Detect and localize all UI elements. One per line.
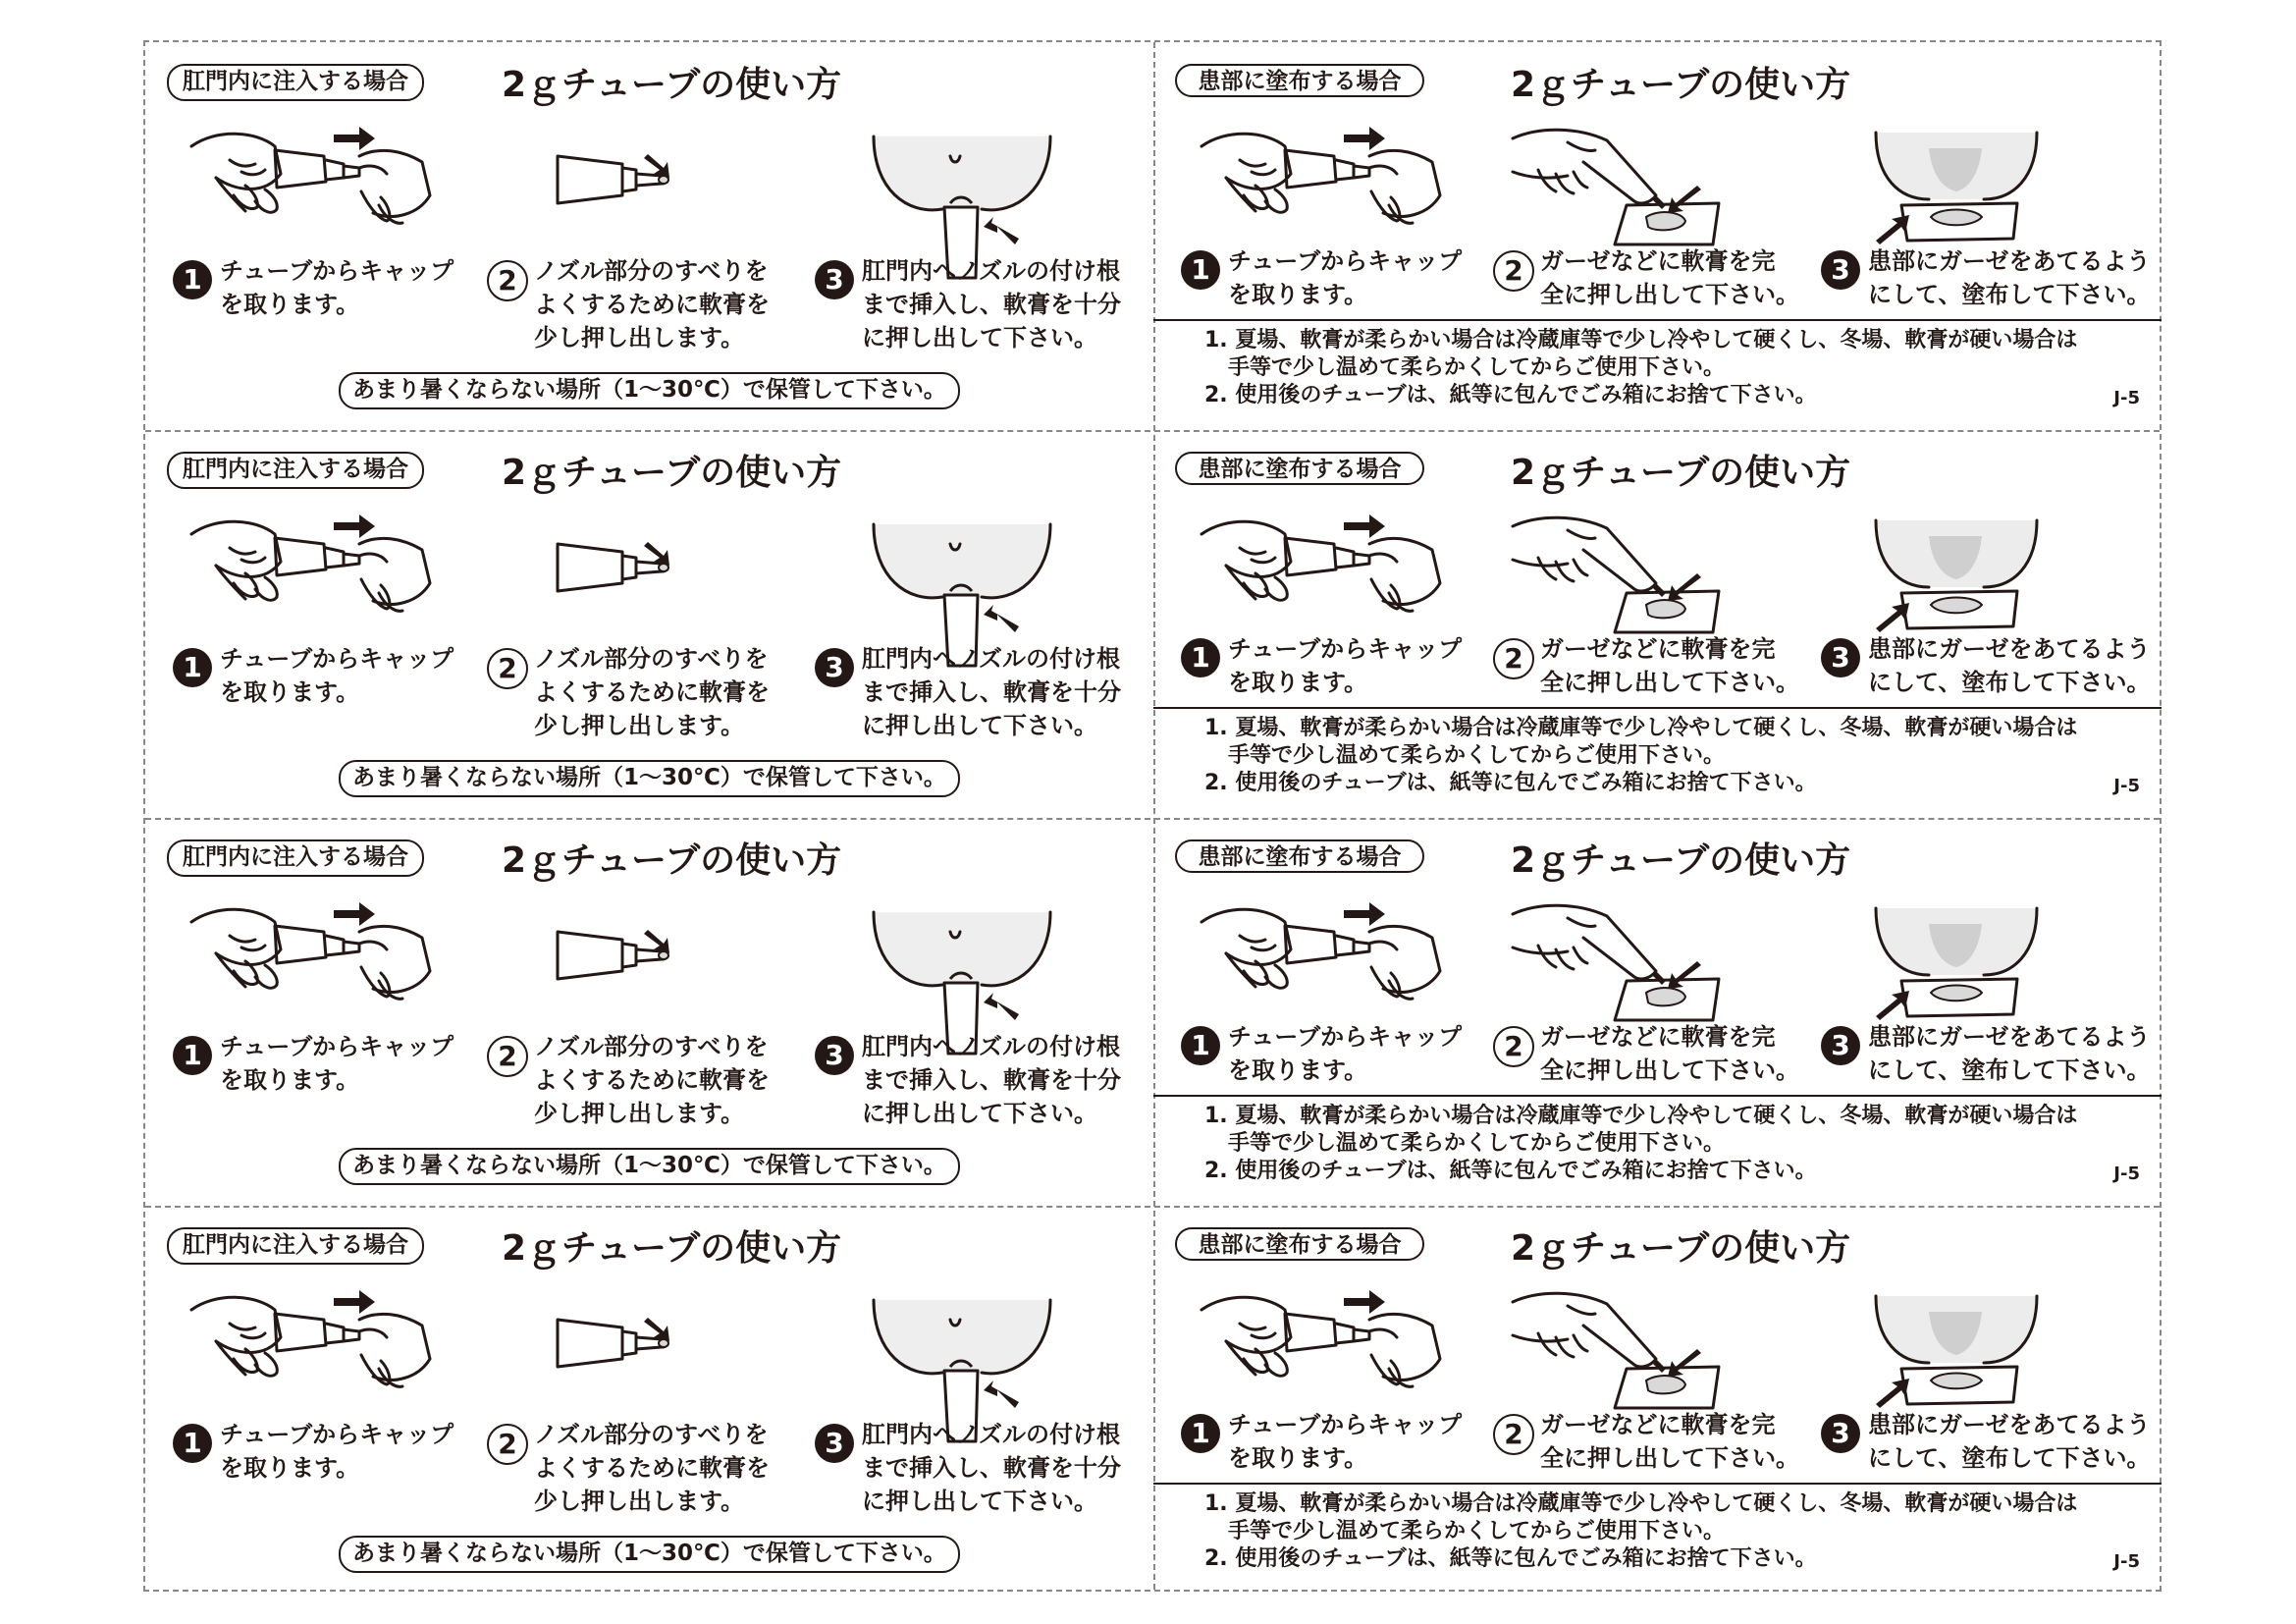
horizontal-cut-line	[145, 430, 2160, 432]
usage-notes	[1204, 1490, 2077, 1573]
step-line: まで挿入し、軟膏を十分	[862, 678, 1121, 706]
step-2-number: 2	[1493, 1414, 1534, 1455]
step-1-number: 1	[1181, 1414, 1220, 1453]
usage-tag: 患部に塗布する場合	[1175, 839, 1424, 873]
step-line: を取ります。	[1228, 1056, 1368, 1084]
step-line: よくするために軟膏を	[534, 1454, 770, 1482]
step-line: よくするために軟膏を	[534, 678, 770, 706]
usage-tag: 患部に塗布する場合	[1175, 1227, 1424, 1261]
step-line: チューブからキャップ	[220, 1033, 454, 1060]
step-1-text	[220, 1030, 454, 1097]
step-1-text	[1228, 632, 1462, 699]
step-2-number: 2	[487, 1424, 528, 1465]
step-2-text	[1540, 1020, 1799, 1087]
step-line: 少し押し出します。	[534, 1488, 745, 1515]
step-line: に押し出して下さい。	[862, 1488, 1097, 1515]
step-line: を取ります。	[1228, 281, 1368, 308]
step-1-text	[1228, 1020, 1462, 1087]
horizontal-cut-line	[145, 1206, 2160, 1208]
step-line: 患部にガーゼをあてるよう	[1868, 635, 2151, 663]
topical-instructions-panel	[1153, 430, 2162, 818]
usage-tag: 肛門内に注入する場合	[167, 452, 424, 489]
step-3-number: 3	[815, 1036, 854, 1075]
hand-removing-cap-icon	[187, 117, 436, 235]
note-line: 手等で少し温めて柔らかくしてからご使用下さい。	[1228, 1519, 1726, 1543]
step-2-number: 2	[1493, 250, 1534, 292]
step-1-text	[220, 254, 454, 321]
step-1-number: 1	[173, 1424, 212, 1463]
step-2-number: 2	[487, 1036, 528, 1077]
step-line: 患部にガーゼをあてるよう	[1868, 1023, 2151, 1051]
note-line: 1. 夏場、軟膏が柔らかい場合は冷蔵庫等で少し冷やして硬くし、冬場、軟膏が硬い場合は	[1204, 1104, 2078, 1128]
hand-removing-cap-icon	[1197, 505, 1446, 623]
panel-title: 2ｇチューブの使い方	[1511, 840, 1851, 881]
step-3-text	[1868, 1020, 2151, 1087]
step-line: を取ります。	[1228, 1444, 1368, 1472]
note-line: 2. 使用後のチューブは、紙等に包んでごみ箱にお捨て下さい。	[1204, 383, 1817, 407]
injection-instructions-panel	[145, 430, 1153, 818]
storage-note: あまり暑くならない場所（1～30℃）で保管して下さい。	[339, 1148, 960, 1185]
step-line: にして、塗布して下さい。	[1868, 1056, 2151, 1084]
squeeze-onto-gauze-icon	[1509, 1286, 1736, 1412]
tube-nozzle-icon	[554, 1314, 681, 1375]
step-1-number: 1	[173, 648, 212, 687]
note-line: 1. 夏場、軟膏が柔らかい場合は冷蔵庫等で少し冷やして硬くし、冬場、軟膏が硬い場合は	[1204, 716, 2078, 740]
horizontal-cut-line	[145, 818, 2160, 820]
step-line: を取ります。	[220, 1066, 360, 1094]
step-3-text	[862, 1418, 1121, 1518]
step-line: 全に押し出して下さい。	[1540, 1056, 1799, 1084]
hand-removing-cap-icon	[187, 505, 436, 623]
step-line: 全に押し出して下さい。	[1540, 1444, 1799, 1472]
usage-notes	[1204, 327, 2077, 409]
step-line: よくするために軟膏を	[534, 291, 770, 318]
step-line: よくするために軟膏を	[534, 1066, 770, 1094]
step-2-number: 2	[1493, 638, 1534, 679]
usage-notes	[1204, 1103, 2077, 1185]
step-3-number: 3	[815, 260, 854, 299]
step-line: チューブからキャップ	[220, 1421, 454, 1448]
gauze-apply-icon	[1870, 516, 2043, 636]
step-line: ノズル部分のすべりを	[534, 645, 769, 673]
step-line: ノズル部分のすべりを	[534, 257, 769, 285]
print-sheet	[143, 40, 2162, 1592]
gauze-apply-icon	[1870, 129, 2043, 248]
hand-removing-cap-icon	[187, 893, 436, 1010]
step-line: に押し出して下さい。	[862, 712, 1097, 739]
note-line: 手等で少し温めて柔らかくしてからご使用下さい。	[1228, 743, 1726, 768]
step-3-text	[1868, 1408, 2151, 1475]
note-line: 2. 使用後のチューブは、紙等に包んでごみ箱にお捨て下さい。	[1204, 1159, 1817, 1183]
step-line: チューブからキャップ	[1228, 1023, 1463, 1051]
step-2-number: 2	[487, 260, 528, 301]
notes-divider	[1153, 1095, 2162, 1097]
product-code: J-5	[2113, 776, 2140, 796]
step-line: を取ります。	[220, 1454, 360, 1482]
step-2-number: 2	[1493, 1026, 1534, 1067]
step-3-number: 3	[815, 1424, 854, 1463]
injection-instructions-panel	[145, 42, 1153, 430]
step-line: にして、塗布して下さい。	[1868, 281, 2151, 308]
step-2-text	[1540, 244, 1799, 311]
notes-divider	[1153, 1483, 2162, 1485]
step-2-text	[1540, 1408, 1799, 1475]
step-1-number: 1	[173, 260, 212, 299]
storage-note: あまり暑くならない場所（1～30℃）で保管して下さい。	[339, 372, 960, 409]
hand-removing-cap-icon	[1197, 1280, 1446, 1398]
step-1-number: 1	[1181, 638, 1220, 677]
topical-instructions-panel	[1153, 1206, 2162, 1594]
topical-instructions-panel	[1153, 42, 2162, 430]
step-1-text	[1228, 244, 1462, 311]
panel-title: 2ｇチューブの使い方	[1511, 65, 1851, 105]
panel-title: 2ｇチューブの使い方	[502, 840, 842, 881]
step-2-text	[534, 1418, 770, 1518]
squeeze-onto-gauze-icon	[1509, 898, 1736, 1024]
step-2-text	[534, 642, 770, 742]
injection-instructions-panel	[145, 1206, 1153, 1594]
step-line: に押し出して下さい。	[862, 1100, 1097, 1127]
gauze-apply-icon	[1870, 1292, 2043, 1412]
step-line: チューブからキャップ	[220, 257, 454, 285]
step-3-number: 3	[1821, 1026, 1860, 1065]
step-line: まで挿入し、軟膏を十分	[862, 1066, 1121, 1094]
step-1-number: 1	[173, 1036, 212, 1075]
step-line: 少し押し出します。	[534, 1100, 745, 1127]
step-3-text	[1868, 244, 2151, 311]
product-code: J-5	[2113, 1164, 2140, 1184]
step-line: 肛門内へノズルの付け根	[862, 645, 1121, 673]
step-3-number: 3	[1821, 638, 1860, 677]
step-line: 肛門内へノズルの付け根	[862, 1033, 1121, 1060]
tube-nozzle-icon	[554, 150, 681, 211]
step-line: 少し押し出します。	[534, 324, 745, 352]
step-3-number: 3	[815, 648, 854, 687]
tube-nozzle-icon	[554, 538, 681, 599]
step-3-number: 3	[1821, 250, 1860, 290]
step-line: 全に押し出して下さい。	[1540, 669, 1799, 696]
note-line: 2. 使用後のチューブは、紙等に包んでごみ箱にお捨て下さい。	[1204, 1546, 1817, 1571]
squeeze-onto-gauze-icon	[1509, 511, 1736, 636]
panel-title: 2ｇチューブの使い方	[502, 453, 842, 493]
gauze-apply-icon	[1870, 904, 2043, 1024]
step-2-number: 2	[487, 648, 528, 689]
notes-divider	[1153, 319, 2162, 321]
storage-note: あまり暑くならない場所（1～30℃）で保管して下さい。	[339, 760, 960, 797]
note-line: 手等で少し温めて柔らかくしてからご使用下さい。	[1228, 355, 1726, 380]
step-1-text	[220, 642, 454, 709]
step-3-number: 3	[1821, 1414, 1860, 1453]
usage-tag: 患部に塗布する場合	[1175, 64, 1424, 97]
step-2-text	[1540, 632, 1799, 699]
step-line: を取ります。	[220, 291, 360, 318]
step-line: に押し出して下さい。	[862, 324, 1097, 352]
notes-divider	[1153, 707, 2162, 709]
step-line: ノズル部分のすべりを	[534, 1421, 769, 1448]
note-line: 手等で少し温めて柔らかくしてからご使用下さい。	[1228, 1131, 1726, 1156]
product-code: J-5	[2113, 1551, 2140, 1572]
panel-title: 2ｇチューブの使い方	[502, 1228, 842, 1269]
step-3-text	[862, 642, 1121, 742]
step-line: ガーゼなどに軟膏を完	[1540, 1411, 1776, 1438]
step-line: チューブからキャップ	[1228, 247, 1463, 275]
step-line: チューブからキャップ	[220, 645, 454, 673]
usage-tag: 肛門内に注入する場合	[167, 64, 424, 101]
hand-removing-cap-icon	[187, 1280, 436, 1398]
product-code: J-5	[2113, 388, 2140, 408]
step-1-number: 1	[1181, 1026, 1220, 1065]
step-line: 患部にガーゼをあてるよう	[1868, 1411, 2151, 1438]
step-line: 肛門内へノズルの付け根	[862, 257, 1121, 285]
step-line: ガーゼなどに軟膏を完	[1540, 635, 1776, 663]
step-1-text	[220, 1418, 454, 1485]
step-2-text	[534, 1030, 770, 1130]
storage-note: あまり暑くならない場所（1～30℃）で保管して下さい。	[339, 1536, 960, 1573]
usage-tag: 肛門内に注入する場合	[167, 1227, 424, 1265]
hand-removing-cap-icon	[1197, 117, 1446, 235]
panel-title: 2ｇチューブの使い方	[1511, 1228, 1851, 1269]
hand-removing-cap-icon	[1197, 893, 1446, 1010]
step-1-number: 1	[1181, 250, 1220, 290]
step-line: まで挿入し、軟膏を十分	[862, 1454, 1121, 1482]
usage-tag: 肛門内に注入する場合	[167, 839, 424, 877]
step-line: 少し押し出します。	[534, 712, 745, 739]
squeeze-onto-gauze-icon	[1509, 123, 1736, 248]
note-line: 1. 夏場、軟膏が柔らかい場合は冷蔵庫等で少し冷やして硬くし、冬場、軟膏が硬い場合は	[1204, 1491, 2078, 1516]
step-line: 全に押し出して下さい。	[1540, 281, 1799, 308]
step-line: を取ります。	[220, 678, 360, 706]
step-line: 患部にガーゼをあてるよう	[1868, 247, 2151, 275]
usage-tag: 患部に塗布する場合	[1175, 452, 1424, 485]
injection-instructions-panel	[145, 818, 1153, 1206]
step-line: を取ります。	[1228, 669, 1368, 696]
step-line: チューブからキャップ	[1228, 1411, 1463, 1438]
step-line: ガーゼなどに軟膏を完	[1540, 247, 1776, 275]
step-3-text	[1868, 632, 2151, 699]
panel-title: 2ｇチューブの使い方	[502, 65, 842, 105]
step-line: ノズル部分のすべりを	[534, 1033, 769, 1060]
step-line: ガーゼなどに軟膏を完	[1540, 1023, 1776, 1051]
note-line: 2. 使用後のチューブは、紙等に包んでごみ箱にお捨て下さい。	[1204, 771, 1817, 795]
step-line: にして、塗布して下さい。	[1868, 669, 2151, 696]
step-line: にして、塗布して下さい。	[1868, 1444, 2151, 1472]
step-line: 肛門内へノズルの付け根	[862, 1421, 1121, 1448]
topical-instructions-panel	[1153, 818, 2162, 1206]
usage-notes	[1204, 715, 2077, 797]
tube-nozzle-icon	[554, 926, 681, 987]
step-1-text	[1228, 1408, 1462, 1475]
step-2-text	[534, 254, 770, 354]
panel-title: 2ｇチューブの使い方	[1511, 453, 1851, 493]
step-3-text	[862, 1030, 1121, 1130]
step-line: まで挿入し、軟膏を十分	[862, 291, 1121, 318]
step-line: チューブからキャップ	[1228, 635, 1463, 663]
step-3-text	[862, 254, 1121, 354]
note-line: 1. 夏場、軟膏が柔らかい場合は冷蔵庫等で少し冷やして硬くし、冬場、軟膏が硬い場合は	[1204, 328, 2078, 352]
